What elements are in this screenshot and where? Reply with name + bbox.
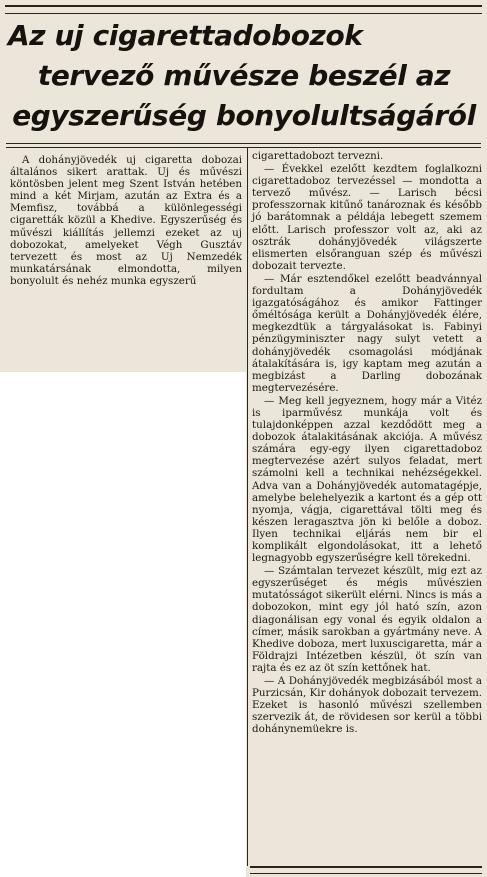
paragraph: — Már esztendőkel ezelőtt beadvánnyal fordultam a Dohányjövedék igazgatóságához és amikor Fattinger őméltósága került a Dohányjövedék élére, megkezdtük a tárgyalásokat is. Fabinyi pénzügyminiszter nagy sulyt vetett a dohányjövedék csomagolási módjának átalakítására is, igy kaptam meg azután a megbizást a Darling dobozának megtervezésére. (252, 272, 482, 394)
top-double-rule (5, 5, 482, 14)
paragraph: — Meg kell jegyeznem, hogy már a Vitéz is iparművész munkája volt és tulajdonképpen azzal kezdődött meg a dobozok átalakitásának akciója. A művész számára egy-egy ilyen cigarettadoboz megtervezése azért sulyos feladat, mert számolni kell a technikai nehézségekkel. Adva van a Dohányjövedék automatagépje, amelybe belehelyezik a kartont és a gép ott nyomja, vágja, cigarettával tölti meg és készen leragasztva jön ki belőle a doboz. Ilyen technikai eljárás nem bir el komplikált elgondolásokat, itt a lehető legnagyobb egyszerűségre kell törekedni. (252, 394, 482, 565)
article-column-right (252, 150, 482, 736)
article-headline (6, 16, 482, 136)
bottom-double-rule (250, 866, 482, 874)
column-divider (247, 148, 248, 866)
paragraph: — Számtalan tervezet készült, mig ezt az egyszerűséget és mégis művészien mutatósságot sikerült elérni. Nincs is más a dobozokon, mint egy jól ható szín, azon diagonálisan egy vonal és egyik oldalon a címer, másik sarokban a gyártmány neve. A Khedive doboza, mert luxuscigaretta, már a Földrajzi Intézetben készül, öt szín van rajta és ez az öt szín kettőnek hat. (252, 565, 482, 674)
paragraph: cigarettadobozt tervezni. (252, 150, 384, 162)
article-column-left (10, 154, 242, 287)
headline-line-3: egyszerűség bonyolultságáról (12, 99, 476, 132)
paragraph: A dohányjövedék uj cigaretta dobozai általános sikert arattak. Uj és művészi köntösben jelent meg Szent István hetében mind a két Mirjam, azután az Extra és a Memfisz, továbbá a különlegességi cigaretták közül a Khedive. Egyszerűség és művészi kiállítás jellemzi ezeket az uj dobozokat, amelyeket Végh Gusztáv tervezett és most az Uj Nemzedék munkatársának elmondotta, milyen bonyolult és nehéz munka egyszerű (10, 154, 242, 287)
paragraph: — Évekkel ezelőtt kezdtem foglalkozni cigarettadoboz tervezéssel — mondotta a tervező művész. — Larisch bécsi professzornak kitűnő tanároznak és később jó barátomnak a példája lebegett szemem előtt. Larisch professzor volt az, aki az osztrák dohányjövedék világszerte elismerten elsőranguan szép és művészi dobozait tervezte. (252, 163, 482, 272)
headline-rule (6, 143, 481, 148)
headline-line-1: Az uj cigarettadobozok (8, 19, 363, 52)
headline-line-2: tervező művésze beszél az (37, 59, 451, 92)
paragraph: — A Dohányjövedék megbizásából most a Purzicsán, Kir dohányok dobozait tervezem. Ezeket is hasonló művészi szellemben szervezik át, de rövidesen sor kerül a többi dohánynemüekre is. (252, 675, 482, 736)
